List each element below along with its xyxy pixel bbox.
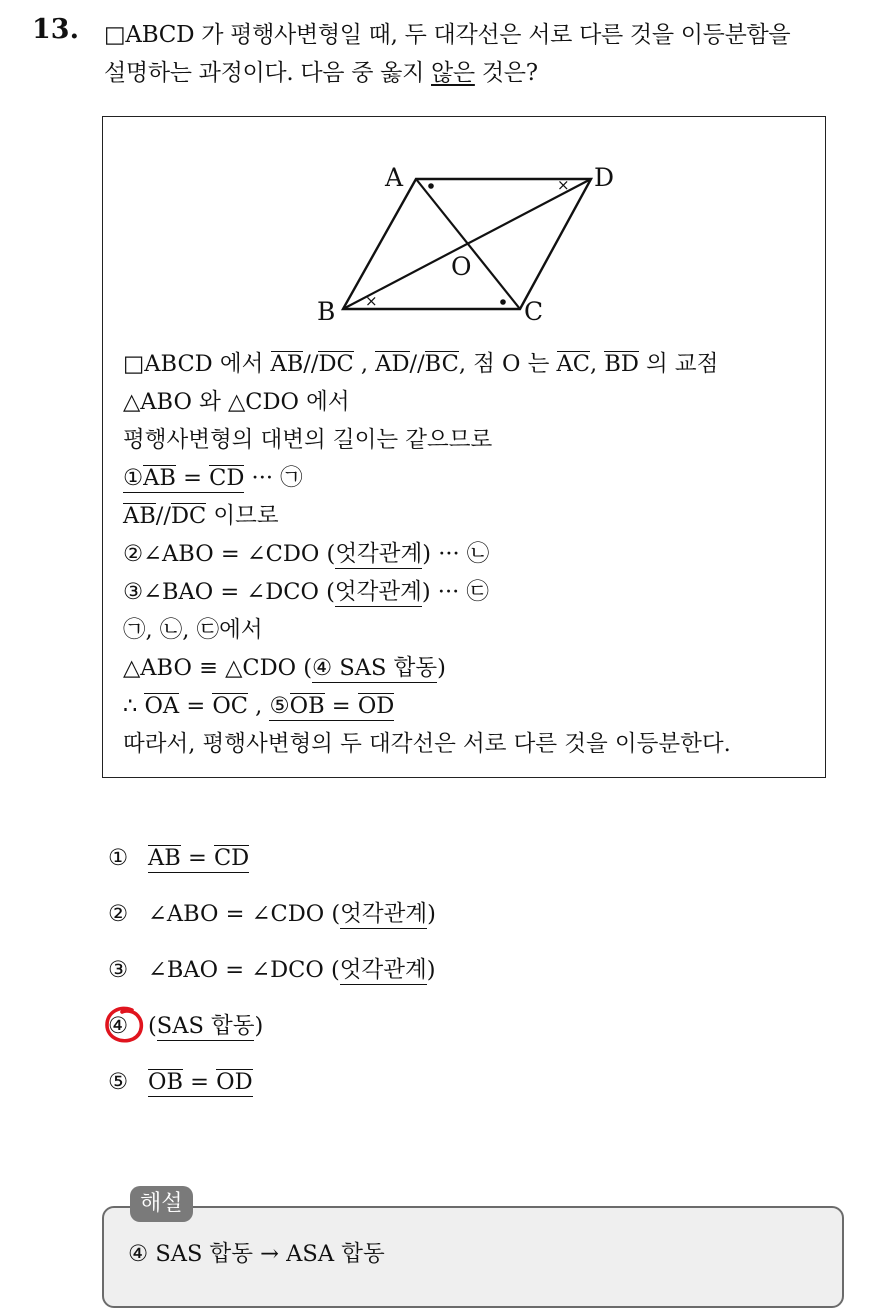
proof-line-5: AB//DC 이므로 — [123, 503, 279, 529]
proof-box — [102, 116, 826, 778]
choice-2[interactable]: ② ∠ABO = ∠CDO (엇각관계) — [108, 901, 436, 927]
proof-lines — [123, 345, 813, 763]
proof-line-2: △ABO 와 △CDO 에서 — [123, 389, 350, 415]
proof-blank-4: ④ SAS 합동 — [312, 655, 438, 681]
angle-dot-a — [428, 183, 434, 189]
label-o: O — [451, 252, 472, 281]
proof-line-1: □ABCD 에서 AB//DC , AD//BC, 점 O 는 AC, BD 의 교점 — [123, 351, 719, 377]
answer-circle-mark — [102, 1004, 148, 1046]
question-number: 13. — [32, 14, 79, 45]
question-text-line2 — [104, 54, 538, 87]
choice-5[interactable]: ⑤ OB = OD — [108, 1069, 253, 1095]
proof-line-8: ㉠, ㉡, ㉢에서 — [123, 617, 263, 643]
question-text-pre: 설명하는 과정이다. 다음 중 옳지 — [104, 60, 432, 86]
choice-4[interactable]: ④ (SAS 합동) — [108, 1006, 263, 1046]
angle-cross-d: × — [557, 176, 570, 194]
choice-1[interactable]: ① AB = CD — [108, 845, 250, 871]
choice-3[interactable]: ③ ∠BAO = ∠DCO (엇각관계) — [108, 957, 436, 983]
angle-cross-b: × — [365, 292, 378, 310]
label-c: C — [524, 297, 544, 326]
proof-line-9: △ABO ≡ △CDO (④ SAS 합동) — [123, 655, 446, 681]
label-d: D — [594, 163, 615, 192]
question-text-post: 것은? — [474, 60, 538, 86]
proof-line-7: ③∠BAO = ∠DCO (엇각관계) ··· ㉢ — [123, 579, 489, 605]
proof-line-3: 평행사변형의 대변의 길이는 같으므로 — [123, 427, 493, 453]
proof-line-4: ①AB = CD ··· ㉠ — [123, 465, 303, 491]
proof-blank-1: ①AB = CD — [123, 465, 245, 491]
proof-line-11: 따라서, 평행사변형의 두 대각선은 서로 다른 것을 이등분한다. — [123, 731, 731, 757]
solution-tag: 해설 — [130, 1186, 193, 1222]
question-emphasis: 않은 — [431, 60, 475, 86]
proof-line-10: ∴ OA = OC , ⑤OB = OD — [123, 693, 395, 719]
label-b: B — [317, 297, 336, 326]
proof-blank-5: ⑤OB = OD — [269, 693, 395, 719]
label-a: A — [385, 163, 404, 192]
parallelogram-figure — [317, 139, 623, 329]
proof-line-6: ②∠ABO = ∠CDO (엇각관계) ··· ㉡ — [123, 541, 490, 567]
solution-text: ④ SAS 합동 → ASA 합동 — [128, 1241, 385, 1267]
angle-dot-c — [500, 299, 506, 305]
solution-box — [102, 1206, 844, 1308]
question-text-line1: □ABCD 가 평행사변형일 때, 두 대각선은 서로 다른 것을 이등분함을 — [104, 22, 791, 48]
